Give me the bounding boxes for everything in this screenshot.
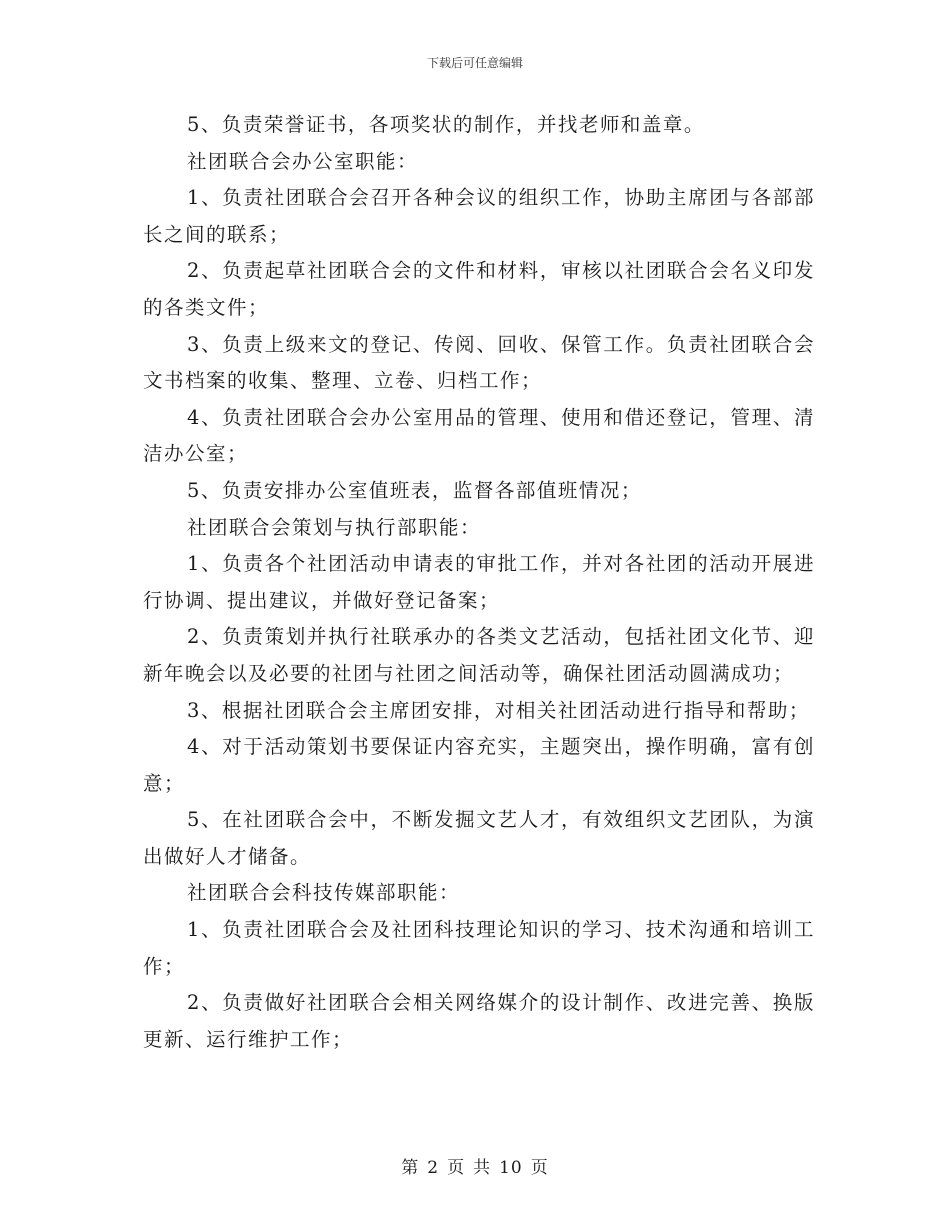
total-pages: 10 (499, 1158, 523, 1178)
total-prefix: 共 (473, 1158, 492, 1178)
paragraph: 2、负责起草社团联合会的文件和材料，审核以社团联合会名义印发的各类文件； (143, 259, 815, 319)
page-number: 2 (427, 1158, 440, 1178)
paragraph: 3、根据社团联合会主席团安排，对相关社团活动进行指导和帮助； (187, 698, 810, 722)
paragraph: 1、负责社团联合会召开各种会议的组织工作，协助主席团与各部部长之间的联系； (143, 186, 815, 246)
page-footer (0, 1153, 950, 1178)
page-header: 下载后可任意编辑 (426, 56, 523, 70)
paragraph: 1、负责社团联合会及社团科技理论知识的学习、技术沟通和培训工作； (143, 918, 815, 978)
footer-prefix: 第 (401, 1158, 420, 1178)
total-unit: 页 (530, 1158, 549, 1178)
paragraph: 5、在社团联合会中，不断发掘文艺人才，有效组织文艺团队，为演出做好人才储备。 (143, 808, 815, 868)
paragraph: 4、负责社团联合会办公室用品的管理、使用和借还登记，管理、清洁办公室； (143, 405, 815, 466)
section-heading: 社团联合会办公室职能： (187, 149, 419, 173)
paragraph: 5、负责安排办公室值班表，监督各部值班情况； (187, 478, 642, 502)
section-heading: 社团联合会科技传媒部职能： (187, 881, 461, 905)
paragraph: 1、负责各个社团活动申请表的审批工作，并对各社团的活动开展进行协调、提出建议，并做好登记备案； (143, 552, 815, 612)
document-body (143, 107, 815, 1058)
section-heading: 社团联合会策划与执行部职能： (187, 515, 482, 539)
page-unit: 页 (447, 1158, 466, 1178)
paragraph: 5、负责荣誉证书，各项奖状的制作，并找老师和盖章。 (187, 113, 705, 136)
paragraph: 4、对于活动策划书要保证内容充实，主题突出，操作明确，富有创意； (143, 735, 815, 795)
paragraph: 2、负责策划并执行社联承办的各类文艺活动，包括社团文化节、迎新年晚会以及必要的社团与社团之间活动等，确保社团活动圆满成功； (143, 625, 815, 685)
paragraph: 3、负责上级来文的登记、传阅、回收、保管工作。负责社团联合会文书档案的收集、整理、立卷、归档工作； (143, 332, 815, 393)
paragraph: 2、负责做好社团联合会相关网络媒介的设计制作、改进完善、换版更新、运行维护工作； (143, 991, 815, 1051)
